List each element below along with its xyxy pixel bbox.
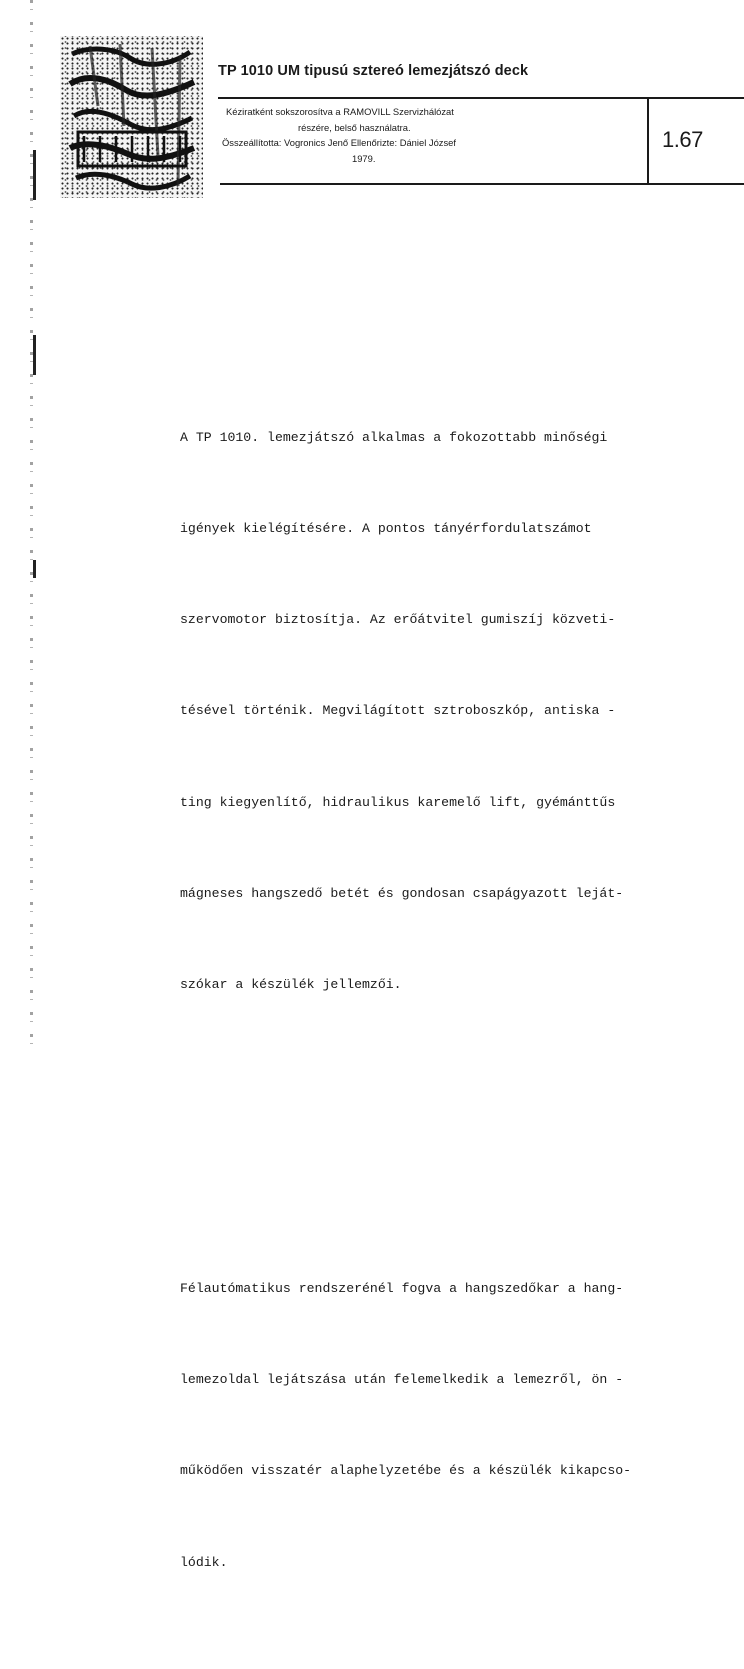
- text-line: ting kiegyenlítő, hidraulikus karemelő lift, gyémánttűs: [180, 794, 616, 810]
- paragraph-gap: [180, 1122, 710, 1152]
- text-line: mágneses hangszedő betét és gondosan csapágyazott leját-: [180, 885, 624, 901]
- text-line: szókar a készülék jellemzői.: [180, 976, 402, 992]
- text-line: Félautómatikus rendszerénél fogva a hangszedőkar a hang-: [180, 1280, 624, 1296]
- credits-year: 1979.: [352, 152, 376, 164]
- credits-line: Összeállította: Vogronics Jenő Ellenőrizte: Dániel József: [222, 137, 456, 148]
- text-line: működően visszatér alaphelyzetébe és a készülék kikapcso-: [180, 1463, 632, 1479]
- binding-mark: [33, 150, 36, 200]
- service-logo: [60, 36, 203, 198]
- binding-mark: [33, 335, 36, 375]
- binding-mark: [33, 560, 36, 578]
- document-body: [180, 301, 710, 1669]
- header-rule-top: [218, 97, 744, 99]
- text-line: lemezoldal lejátszása után felemelkedik a lemezről, ön -: [180, 1372, 624, 1388]
- credits-line: részére, belső használatra.: [298, 121, 411, 133]
- header-divider: [647, 97, 649, 185]
- text-line: lódik.: [180, 1554, 228, 1570]
- credits-line: Kéziratként sokszorosítva a RAMOVILL Szervizhálózat: [226, 106, 454, 117]
- logo-graphic: [60, 36, 203, 198]
- document-title: TP 1010 UM tipusú sztereó lemezjátszó deck: [218, 63, 529, 79]
- text-line: szervomotor biztosítja. Az erőátvitel gumiszíj közveti-: [180, 612, 616, 628]
- header-rule-bottom: [220, 183, 744, 185]
- publication-credits: [222, 104, 522, 166]
- paragraph-description: [180, 362, 710, 1061]
- paragraph-operation: [180, 1213, 710, 1639]
- text-line: tésével történik. Megvilágított sztroboszkóp, antiska -: [180, 703, 616, 719]
- text-line: A TP 1010. lemezjátszó alkalmas a fokozottabb minőségi: [180, 429, 608, 445]
- page-number: 1.67: [662, 127, 703, 152]
- text-line: igények kielégítésére. A pontos tányérfordulatszámot: [180, 520, 592, 536]
